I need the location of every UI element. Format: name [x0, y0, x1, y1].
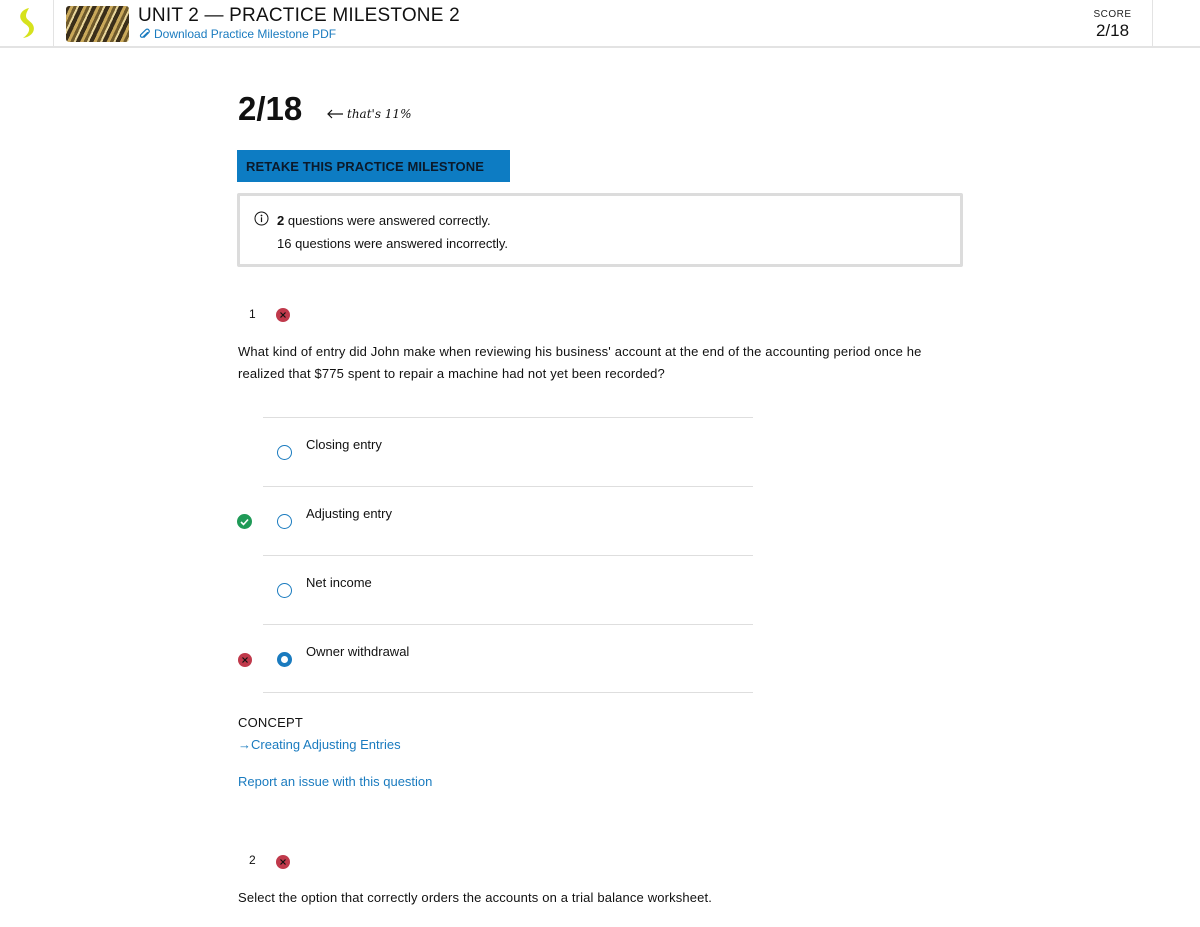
option-radio[interactable]	[277, 445, 292, 460]
question-1-text: What kind of entry did John make when reviewing his business' account at the end of the accounting period once he realized that $775 spent to repair a machine had not yet been recorded?	[238, 344, 922, 381]
page-title: UNIT 2 — PRACTICE MILESTONE 2	[138, 5, 460, 26]
score-value: 2/18	[1095, 21, 1130, 40]
summary-correct-text: questions were answered correctly.	[284, 213, 491, 228]
retake-milestone-button[interactable]: RETAKE THIS PRACTICE MILESTONE	[237, 150, 510, 182]
option-closing-entry[interactable]	[263, 417, 753, 486]
results-summary	[237, 193, 963, 267]
summary-correct	[277, 213, 491, 228]
score-panel	[1073, 0, 1153, 46]
report-issue-link[interactable]: Report an issue with this question	[238, 774, 433, 789]
option-label: Adjusting entry	[306, 506, 392, 521]
summary-incorrect: 16 questions were answered incorrectly.	[277, 236, 508, 251]
question-2-text: Select the option that correctly orders the accounts on a trial balance worksheet.	[238, 890, 713, 905]
concept-label: CONCEPT	[238, 715, 303, 730]
option-label: Owner withdrawal	[306, 644, 410, 659]
sophia-logo-icon	[14, 6, 40, 40]
arrow-right-icon: →	[238, 737, 251, 752]
download-pdf-label: Download Practice Milestone PDF	[154, 27, 337, 41]
question-2-incorrect-icon	[276, 855, 290, 869]
option-radio[interactable]	[277, 583, 292, 598]
percent-note-text: that's 11%	[347, 107, 412, 121]
option-label: Net income	[306, 575, 372, 590]
score-label: SCORE	[1093, 9, 1132, 20]
download-pdf-link[interactable]	[139, 27, 336, 41]
option-radio-selected[interactable]	[277, 652, 292, 667]
info-icon	[254, 211, 269, 226]
paperclip-icon	[139, 28, 150, 40]
option-radio[interactable]	[277, 514, 292, 529]
percent-note	[326, 107, 411, 121]
question-2-number: 2	[249, 853, 256, 867]
question-1-number: 1	[249, 307, 256, 321]
arrow-left-icon	[326, 109, 344, 119]
option-net-income[interactable]	[263, 555, 753, 624]
option-owner-withdrawal[interactable]	[263, 624, 753, 693]
correct-answer-icon	[237, 514, 252, 529]
result-score: 2/18	[238, 90, 303, 127]
question-1-incorrect-icon	[276, 308, 290, 322]
course-thumbnail	[66, 6, 129, 42]
top-bar	[0, 0, 1200, 48]
selected-incorrect-icon	[238, 653, 252, 667]
option-adjusting-entry[interactable]	[263, 486, 753, 555]
logo[interactable]	[0, 0, 54, 46]
x-icon	[242, 657, 248, 663]
concept-link-text: Creating Adjusting Entries	[251, 737, 401, 752]
x-icon	[280, 312, 286, 318]
option-label: Closing entry	[306, 437, 382, 452]
check-icon	[240, 518, 249, 526]
concept-link[interactable]	[238, 737, 401, 752]
summary-correct-count: 2	[277, 213, 285, 228]
x-icon	[280, 859, 286, 865]
